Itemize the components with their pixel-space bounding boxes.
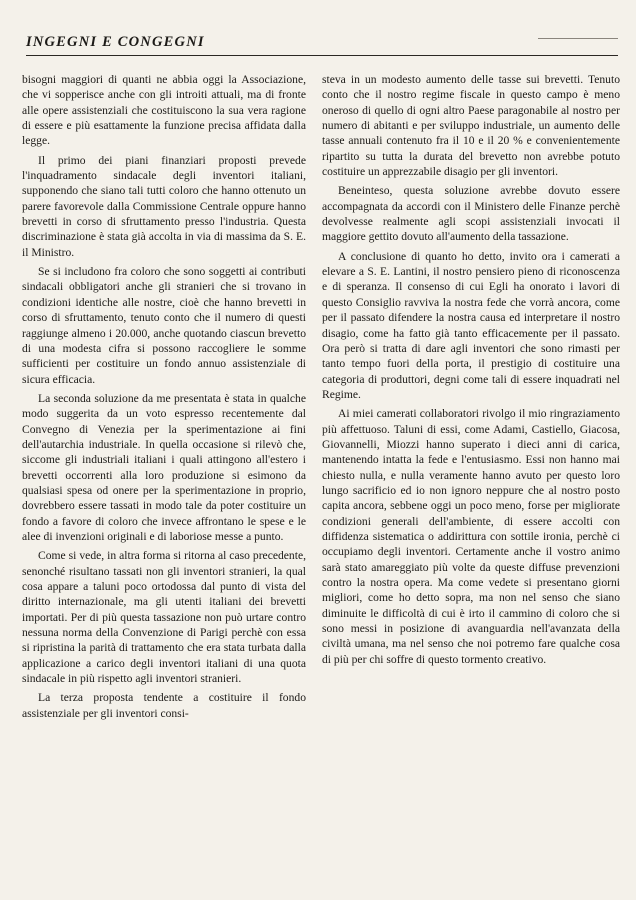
left-paragraph-1: bisogni maggiori di quanti ne abbia oggi la Associazione, che vi sopperisce anche con gli introiti attuali, ma di fronte alle opere assistenziali che costituiscono la sua vera ragione di essere e più esattamente la funzione precisa affidata dalla legge. xyxy=(22,73,306,148)
left-paragraph-5: Come si vede, in altra forma si ritorna al caso precedente, senonché risultano tassati non gli inventori stranieri, la qual cosa appare a taluni poco ortodossa dal punto di vista del diritto internazionale, ma gli utenti italiani dei brevetti importati. Per di più questa tassazione non può urtare contro nessuna norma della Convenzione di Parigi perchè con essa si ripristina la parità di trattamento che era stata turbata dalla applicazione a carico degli inventori italiani di una quota sindacale in più rispetto agli inventori stranieri. xyxy=(22,549,306,686)
left-paragraph-2: Il primo dei piani finanziari proposti prevede l'inquadramento sindacale degli inventori italiani, supponendo che siano tali tutti coloro che hanno ottenuto un parere favorevole dalla Commissione Centrale oppure hanno brevetti in corso di sfruttamento presso l'industria. Questa discriminazione è stata già accolta in via di massima da S. E. il Ministro. xyxy=(22,153,306,259)
header-ornament xyxy=(538,38,618,45)
left-paragraph-3: Se si includono fra coloro che sono soggetti ai contributi sindacali obbligatori anche gli stranieri che si trovano in condizioni identiche alle nostre, cioè che hanno brevetti in corso di sfruttamento, tenuto conto che il numero di questi raggiunge almeno i 20.000, anche quotando ciascun brevetto di una modesta cifra si possono raccogliere le somme sufficienti per costituire un fondo annuo assistenziale di sicura efficacia. xyxy=(22,265,306,386)
right-paragraph-3: A conclusione di quanto ho detto, invito ora i camerati a elevare a S. E. Lantini, il nostro pensiero pieno di riconoscenza e di speranza. Il consenso di cui Egli ha onorato i lavori di questo Consiglio ravviva la nostra fede che vorrà ancora, come per il passato difendere la nostra causa ed interpretare il nostro disagio, come ha fatto già tanto efficacemente per il passato. Ora però si tratta di dare agli inventori che sono rimasti per tanto tempo fuori della porta, il prestigio di costituire una categoria di produttori, degni come tali di essere inquadrati nel Regime. xyxy=(322,249,620,401)
header-rule xyxy=(26,55,618,56)
left-paragraph-4: La seconda soluzione da me presentata è stata in qualche modo suggerita da un voto espresso recentemente dal Convegno di Venezia per la sperimentazione ai fini dell'autarchia industriale. In quella occasione si rilevò che, siccome gli industriali italiani i quali attingono all'estero i brevetti occorrenti alla loro produzione si esimono da qualsiasi spesa od onere per la sperimentazione in proprio, dovrebbero essere tassati in modo tale da poter costituire un fondo a favore di coloro che invece affrontano le spese e le alee di invenzioni originali e di laboriose messe a punto. xyxy=(22,391,306,543)
running-header: INGEGNI E CONGEGNI xyxy=(26,34,205,50)
left-column xyxy=(22,72,306,721)
right-paragraph-1: steva in un modesto aumento delle tasse sui brevetti. Tenuto conto che il nostro regime fiscale in questo campo è meno oneroso di quello di ogni altro Paese paragonabile al nostro per numero di abitanti e per sviluppo industriale, un aumento delle tasse annuali contenuto fra il 10 e il 20 % e convenientemente ripartito su tutta la durata del brevetto non avrebbe potuto costituire un apprezzabile disagio per gli inventori. xyxy=(322,73,620,179)
right-column xyxy=(322,72,620,667)
right-paragraph-2: Beneinteso, questa soluzione avrebbe dovuto essere accompagnata da accordi con il Ministero delle Finanze perchè devolvesse realmente agli scopi assistenziali invocati il maggiore gettito dovuto all'aumento della tassazione. xyxy=(322,184,620,244)
right-paragraph-4: Ai miei camerati collaboratori rivolgo il mio ringraziamento più affettuoso. Taluni di essi, come Adami, Castiello, Giacosa, Giovannelli, Miozzi hanno superato i dieci anni di carica, mantenendo intatta la fede e l'entusiasmo. Essi non hanno mai chiesto nulla, e nulla veramente hanno avuto per questo loro lungo sacrificio ed io non ignoro neppure che al nostro posto capita ancora, sebbene oggi un poco meno, forse per migliorate condizioni generali dell'ambiente, di essere accolti con diffidenza sistematica o addirittura con sottile ironia, perchè ci occupiamo degli inventori. Certamente anche il vostro animo sarà stato amareggiato più volte da queste diffuse prevenzioni contro la nostra opera. Ma come vedete si presentano giorni migliori, come ho detto sopra, ma non nel senso che siano diminuite le difficoltà di cui è irto il cammino di coloro che si sono messi in posizione di avanguardia nell'avanzata della civiltà umana, ma nel senso che noi potremo fare qualche cosa di più per chi soffre di questo tormento creativo. xyxy=(322,407,620,666)
left-paragraph-6: La terza proposta tendente a costituire il fondo assistenziale per gli inventori consi- xyxy=(22,691,306,720)
